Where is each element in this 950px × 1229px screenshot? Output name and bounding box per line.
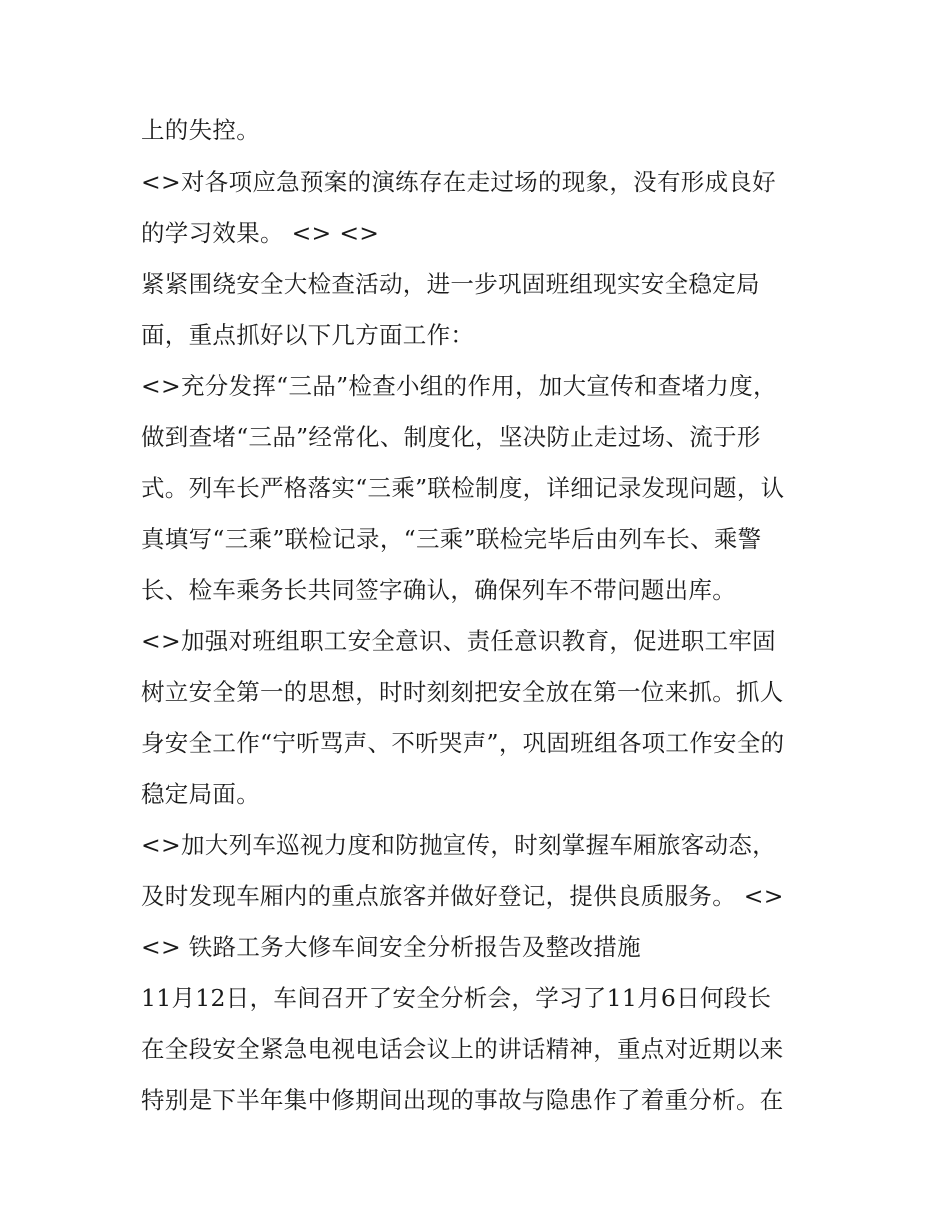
text-line: 紧紧围绕安全大检查活动，进一步巩固班组现实安全稳定局 — [141, 270, 760, 298]
text-line: 稳定局面。 — [141, 780, 260, 808]
text-line: 面，重点抓好以下几方面工作： — [141, 321, 475, 349]
text-line: <>加强对班组职工安全意识、责任意识教育，促进职工牢固 — [141, 627, 776, 655]
text-line: 及时发现车厢内的重点旅客并做好登记，提供良质服务。 <> — [141, 882, 784, 910]
text-line: <>充分发挥“三品”检查小组的作用，加大宣传和查堵力度， — [141, 372, 777, 400]
text-line: 真填写“三乘”联检记录，“三乘”联检完毕后由列车长、乘警 — [141, 525, 762, 553]
text-line: <> 铁路工务大修车间安全分析报告及整改措施 — [141, 933, 641, 961]
text-line: 式。列车长严格落实“三乘”联检制度，详细记录发现问题，认 — [141, 474, 785, 502]
text-line: 做到查堵“三品”经常化、制度化，坚决防止走过场、流于形 — [141, 423, 761, 451]
text-line: 上的失控。 — [141, 116, 260, 144]
text-line: <>对各项应急预案的演练存在走过场的现象，没有形成良好 — [141, 168, 776, 196]
text-line: 树立安全第一的思想，时时刻刻把安全放在第一位来抓。抓人 — [141, 678, 784, 706]
text-line: 的学习效果。 <> <> — [141, 219, 380, 247]
text-line: 在全段安全紧急电视电话会议上的讲话精神，重点对近期以来 — [141, 1035, 784, 1063]
text-line: 特别是下半年集中修期间出现的事故与隐患作了着重分析。在 — [141, 1086, 784, 1114]
text-line: 身安全工作“宁听骂声、不听哭声”，巩固班组各项工作安全的 — [141, 729, 785, 757]
text-line: <>加大列车巡视力度和防抛宣传，时刻掌握车厢旅客动态， — [141, 831, 776, 859]
text-line: 11月12日，车间召开了安全分析会，学习了11月6日何段长 — [141, 984, 772, 1012]
text-line: 长、检车乘务长共同签字确认，确保列车不带问题出库。 — [141, 576, 736, 604]
